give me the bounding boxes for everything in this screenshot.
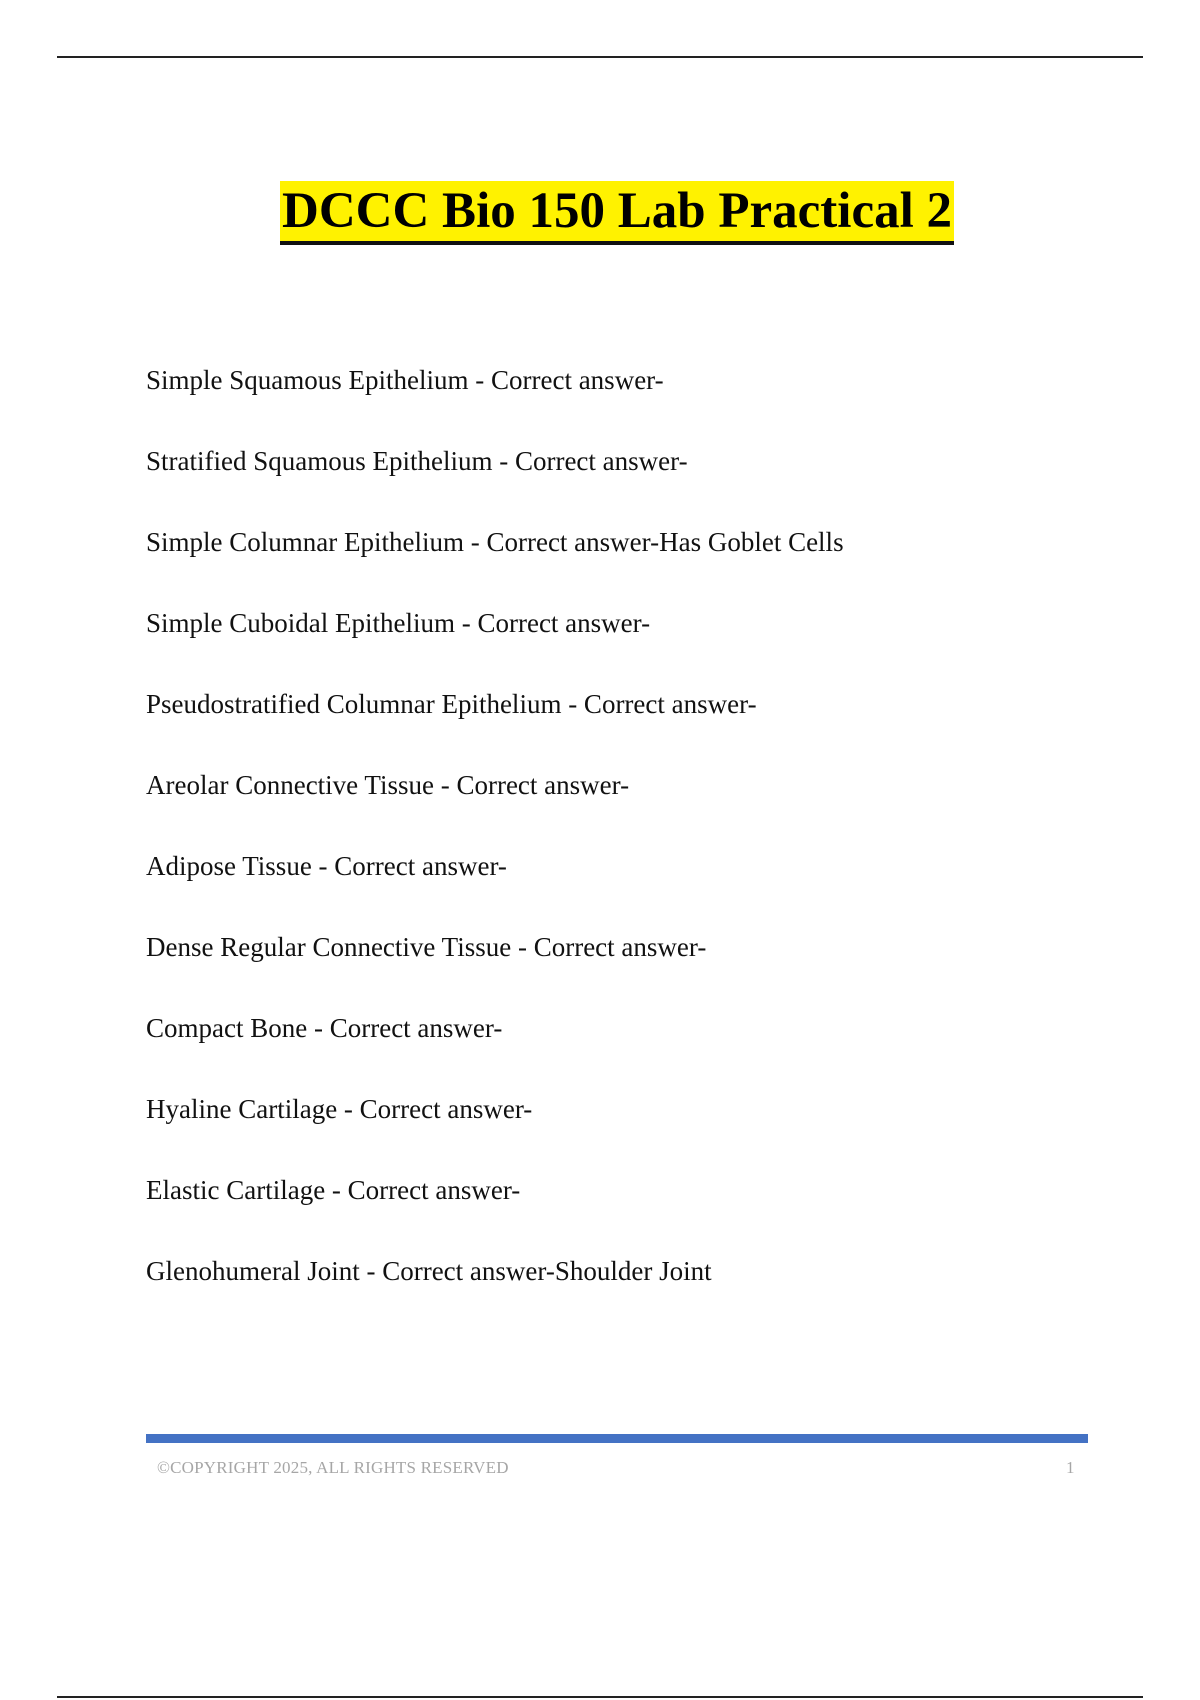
list-item: Dense Regular Connective Tissue - Correct answer-	[146, 932, 707, 962]
list-item: Hyaline Cartilage - Correct answer-	[146, 1094, 533, 1124]
list-item: Compact Bone - Correct answer-	[146, 1013, 503, 1043]
page-number: 1	[1066, 1458, 1075, 1477]
footer-bar	[146, 1434, 1088, 1443]
list-item: Pseudostratified Columnar Epithelium - Correct answer-	[146, 689, 757, 719]
list-item: Simple Cuboidal Epithelium - Correct answer-	[146, 608, 651, 638]
question-answer-list	[146, 360, 844, 1332]
title-container	[0, 181, 1200, 245]
list-item: Stratified Squamous Epithelium - Correct answer-	[146, 446, 688, 476]
list-item: Adipose Tissue - Correct answer-	[146, 851, 507, 881]
list-item: Glenohumeral Joint - Correct answer-Shoulder Joint	[146, 1256, 712, 1286]
list-item: Simple Columnar Epithelium - Correct answer-Has Goblet Cells	[146, 527, 844, 557]
top-divider	[57, 56, 1143, 58]
bottom-divider	[57, 1696, 1143, 1698]
list-item: Simple Squamous Epithelium - Correct answer-	[146, 365, 664, 395]
footer-copyright: ©COPYRIGHT 2025, ALL RIGHTS RESERVED	[157, 1458, 509, 1477]
list-item: Areolar Connective Tissue - Correct answer-	[146, 770, 630, 800]
document-title: DCCC Bio 150 Lab Practical 2	[280, 181, 954, 245]
list-item: Elastic Cartilage - Correct answer-	[146, 1175, 521, 1205]
